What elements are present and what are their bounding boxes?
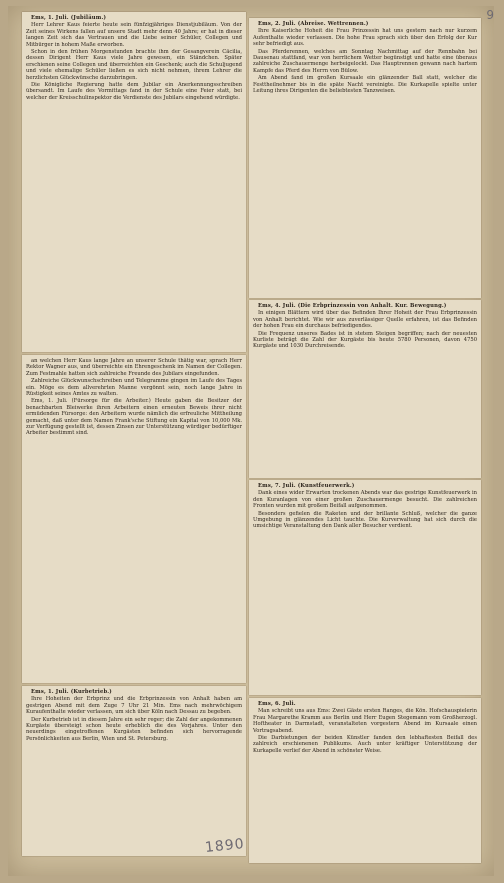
clipping-paragraph: Besonders gefielen die Raketen und der brillante Schluß, welcher die ganze Umgebung in glänzendes Licht tauchte. Die Kurverwaltung hat sich durch die umsichtige Veranstaltung den Dank aller Besucher verdient. — [253, 510, 477, 530]
clipping-paragraph: In einigen Blättern wird über das Befinden Ihrer Hoheit der Frau Erbprinzessin von Anhalt berichtet. Wie wir aus zuverlässiger Quelle erfahren, ist das Befinden der hohen Frau ein durchaus befriedigendes. — [253, 310, 477, 330]
clipping-vortragsabend — [249, 698, 481, 863]
clipping-kurbetrieb — [22, 686, 246, 856]
clipping-paragraph: Ems, 1. Juli. (Fürsorge für die Arbeiter.) Heute gaben die Besitzer der benachbarten Bleiwerke ihren Arbeitern einen erneuten Beweis ihrer nicht ermüdenden Fürsorge: den Arbeitern wurde nämlich die erfreuliche Mittheilung gemacht, daß unter dem Namen Frank'sche Stiftung ein Kapital von 10,000 Mk. zur Verfügung gestellt ist, dessen Zinsen zur Unterstützung würdiger bedürftiger Arbeiter bestimmt sind. — [26, 398, 242, 437]
clipping-paragraph: Ihre Hoheiten der Erbprinz und die Erbprinzessin von Anhalt haben am gestrigen Abend mit dem Zuge 7 Uhr 21 Min. Ems nach mehrwöchigem Kuraufenthalte wieder verlassen, um sich über Köln nach Dessau zu begeben. — [26, 696, 242, 716]
clipping-paragraph: Herr Lehrer Kaus feierte heute sein fünfzigjähriges Dienstjubiläum. Von der Zeit seines Wirkens fallen auf unsere Stadt mehr denn 40 Jahre; er hat in dieser langen Zeit sich das Vertrauen und die Liebe seiner Schüler, Collegen und Mitbürger in hohem Maße erworben. — [26, 22, 242, 48]
clipping-paragraph: Die Frequenz unseres Bades ist in stetem Steigen begriffen; nach der neuesten Kurliste beträgt die Zahl der Kurgäste bis heute 5780 Personen, davon 4750 Kurgäste und 1030 Durchreisende. — [253, 330, 477, 350]
clipping-headline: Ems, 4. Juli. (Die Erbprinzessin von Anhalt. Kur. Bewegung.) — [258, 303, 447, 309]
handwritten-page-mark: 9 — [486, 8, 494, 22]
clipping-erbprinzessin — [249, 300, 481, 478]
clipping-headline: Ems, 1. Juli. (Jubiläum.) — [31, 15, 107, 21]
clipping-headline: Ems, 1. Juli. (Kurbetrieb.) — [31, 689, 112, 695]
clipping-abreise — [249, 18, 481, 298]
clipping-headline: Ems, 7. Juli. (Kunstfeuerwerk.) — [258, 483, 355, 489]
clipping-paragraph: Die Königliche Regierung hatte dem Jubilar ein Anerkennungsschreiben übersandt. Im Laufe des Vormittags fand in der Schule eine Feier statt, bei welcher der Kreisschulinspektor die Verdienste des Jubilars eingehend würdigte. — [26, 82, 242, 101]
clipping-paragraph: Dank eines wider Erwarten trockenen Abends war das gestrige Kunstfeuerwerk in den Kuranlagen von einer großen Zuschauermenge besucht. Die zahlreichen Fronten wurden mit großem Beifall aufgenommen. — [253, 490, 477, 510]
clipping-paragraph: Schon in den frühen Morgenstunden brachte ihm der Gesangverein Cäcilia, dessen Dirigent Herr Kaus viele Jahre gewesen, ein Ständchen. Später erschienen seine Collegen und überreichten ein Geschenk; auch die Schuljugend und viele ehemalige Schüler ließen es sich nicht nehmen, ihrem Lehrer die herzlichsten Glückwünsche darzubringen. — [26, 49, 242, 81]
clipping-fuersorge — [22, 355, 246, 683]
clipping-paragraph: an welchen Herr Kaus lange Jahre an unserer Schule thätig war, sprach Herr Rektor Wagner aus, und überreichte ein Ehrengeschenk im Namen der Collegen. Zum Festmahle hatten sich zahlreiche Freunde des Jubilars eingefunden. — [26, 358, 242, 377]
clipping-paragraph: Zahlreiche Glückwunschschreiben und Telegramme gingen im Laufe des Tages ein. Möge es dem allverehrten Manne vergönnt sein, noch lange Jahre in Rüstigkeit seines Amtes zu walten. — [26, 378, 242, 398]
clipping-feuerwerk — [249, 480, 481, 695]
handwritten-year: 1890 — [204, 835, 246, 857]
clipping-paragraph: Der Kurbetrieb ist in diesem Jahre ein sehr reger; die Zahl der angekommenen Kurgäste übersteigt schon heute erheblich die des Vorjahres. Unter den neuerdings eingetroffenen Kurgästen befinden sich hervorragende Persönlichkeiten aus Berlin, Wien und St. Petersburg. — [26, 716, 242, 742]
clipping-jubilaeum — [22, 12, 246, 352]
clipping-paragraph: Ihre Kaiserliche Hoheit die Frau Prinzessin hat uns gestern nach nur kurzem Aufenthalte wieder verlassen. Die hohe Frau sprach sich über den Erfolg der Kur sehr befriedigt aus. — [253, 28, 477, 48]
clipping-paragraph: Am Abend fand im großen Kursaale ein glänzender Ball statt, welcher die Festtheilnehmer bis in die späte Nacht vereinigte. Die Kurkapelle spielte unter Leitung ihres Dirigenten die beliebtesten Tanzweisen. — [253, 75, 477, 95]
clipping-paragraph: Man schreibt uns aus Ems: Zwei Gäste ersten Ranges, die Kön. Hofschauspielerin Frau Margarethe Kramm aus Berlin und Herr Eugen Stegemann vom Großherzogl. Hoftheater in Darmstadt, veranstalteten vorgestern Abend im Kursaale einen Vortragsabend. — [253, 708, 477, 734]
clipping-headline: Ems, 2. Juli. (Abreise. Wettrennen.) — [258, 21, 369, 27]
clipping-paragraph: Die Darbietungen der beiden Künstler fanden den lebhaftesten Beifall des zahlreich erschienenen Publikums. Auch unter kräftiger Unterstützung der Kurkapelle verlief der Abend in schönster Weise. — [253, 735, 477, 754]
clipping-headline: Ems, 6. Juli. — [258, 701, 296, 707]
clipping-paragraph: Das Pferderennen, welches am Sonntag Nachmittag auf der Rennbahn bei Dausenau stattfand, war von herrlichem Wetter begünstigt und hatte eine überaus zahlreiche Zuschauermenge herbeigelockt. Das Hauptrennen gewann nach hartem Kampfe das Pferd des Herrn von Bülow. — [253, 48, 477, 74]
